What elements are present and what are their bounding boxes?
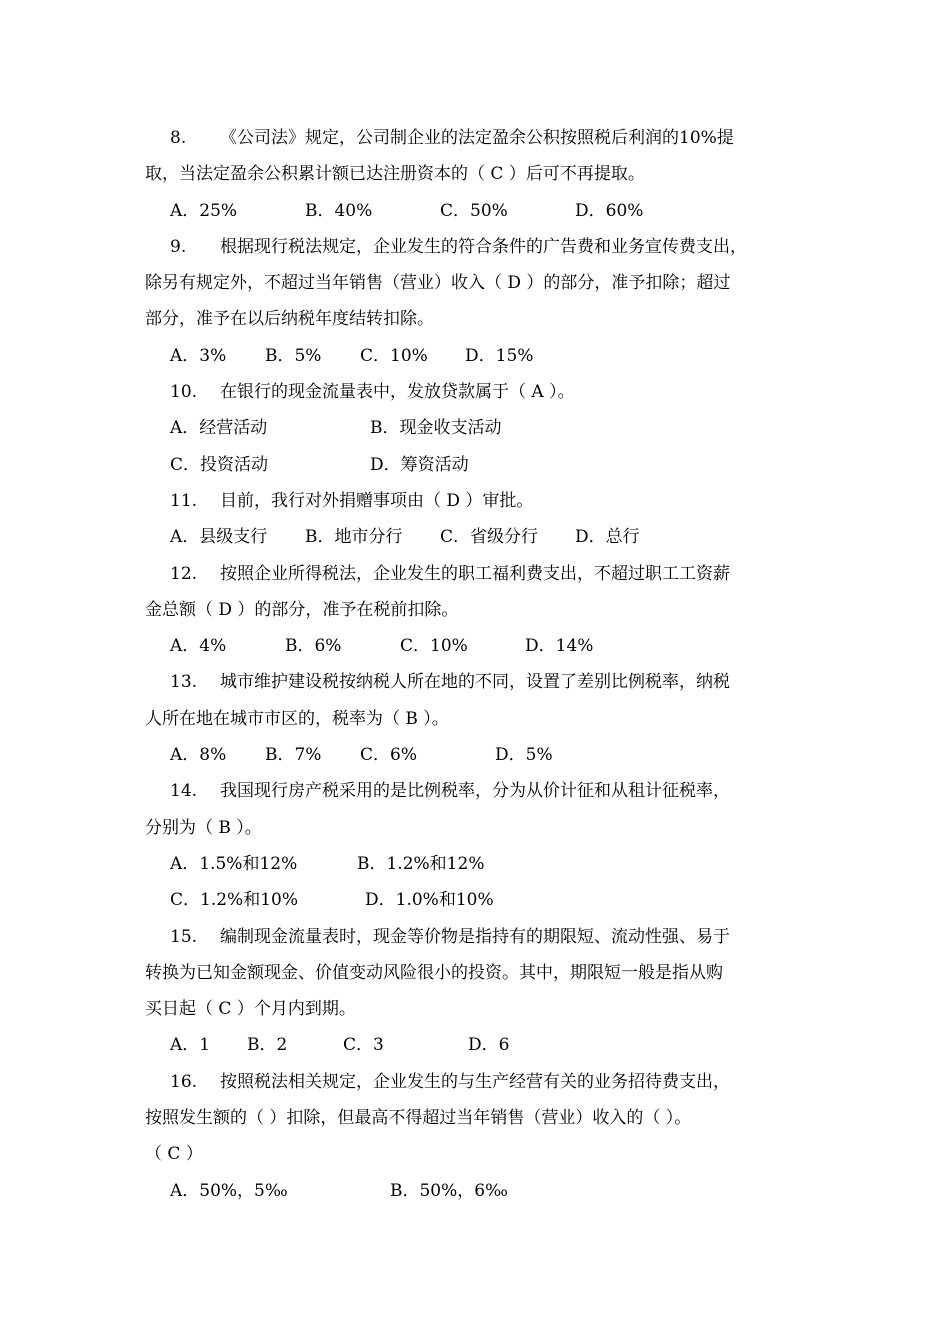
answer-option: B．40% bbox=[305, 200, 373, 221]
answer-option: A．3% bbox=[170, 345, 227, 366]
answer-option: C．1.2%和10% bbox=[170, 890, 298, 911]
question-text: 分别为（ B ）。 bbox=[145, 817, 262, 838]
answer-option: D．筹资活动 bbox=[370, 454, 469, 475]
answer-option: C．3 bbox=[343, 1035, 384, 1056]
question-stem-line bbox=[145, 955, 825, 991]
question-stem-line bbox=[145, 592, 825, 628]
answer-option: A．8% bbox=[170, 745, 227, 766]
answer-options-row bbox=[145, 846, 825, 882]
answer-option: B．地市分行 bbox=[305, 527, 403, 548]
question-number: 14. bbox=[170, 781, 198, 802]
answer-option: C．投资活动 bbox=[170, 454, 269, 475]
answer-option: D．15% bbox=[465, 345, 534, 366]
question-text: 按照税法相关规定，企业发生的与生产经营有关的业务招待费支出， bbox=[220, 1071, 730, 1092]
question-text: 按照发生额的（ ）扣除，但最高不得超过当年销售（营业）收入的（ ）。 bbox=[145, 1108, 692, 1129]
question-stem-line bbox=[145, 265, 825, 301]
question-number: 11. bbox=[170, 490, 198, 511]
question-text: 部分，准予在以后纳税年度结转扣除。 bbox=[145, 309, 434, 330]
question-stem-line bbox=[145, 991, 825, 1027]
question-text: 金总额（ D ）的部分，准予在税前扣除。 bbox=[145, 599, 459, 620]
question-text: 在银行的现金流量表中，发放贷款属于（ A ）。 bbox=[220, 382, 575, 403]
answer-option: D．60% bbox=[575, 200, 644, 221]
answer-option: B．1.2%和12% bbox=[357, 853, 485, 874]
question-stem-line bbox=[145, 701, 825, 737]
question-text: 城市维护建设税按纳税人所在地的不同，设置了差别比例税率，纳税 bbox=[220, 672, 730, 693]
answer-options-row bbox=[145, 410, 825, 446]
question-stem-line bbox=[145, 1136, 825, 1172]
question-number: 9. bbox=[170, 236, 187, 257]
answer-option: D．14% bbox=[525, 636, 594, 657]
question-stem-line bbox=[145, 1100, 825, 1136]
question-stem-line bbox=[145, 301, 825, 337]
question-stem-first-line bbox=[145, 1064, 825, 1100]
answer-option: A．1.5%和12% bbox=[170, 853, 298, 874]
question-text: 买日起（ C ）个月内到期。 bbox=[145, 999, 356, 1020]
question-text: 《公司法》规定，公司制企业的法定盈余公积按照税后利润的10%提 bbox=[220, 128, 734, 148]
answer-options-row bbox=[145, 519, 825, 555]
answer-option: B．5% bbox=[265, 345, 322, 366]
question-text: 除另有规定外，不超过当年销售（营业）收入（ D ）的部分，准予扣除；超过 bbox=[145, 273, 731, 294]
answer-option: A．50%，5‰ bbox=[170, 1180, 288, 1201]
answer-option: A．25% bbox=[170, 200, 238, 221]
answer-option: C．6% bbox=[360, 745, 417, 766]
question-stem-first-line bbox=[145, 229, 825, 265]
answer-option: D．总行 bbox=[575, 527, 640, 548]
answer-option: C．10% bbox=[360, 345, 428, 366]
answer-option: B．2 bbox=[247, 1035, 288, 1056]
question-stem-first-line bbox=[145, 773, 825, 809]
question-text: 我国现行房产税采用的是比例税率，分为从价计征和从租计征税率， bbox=[220, 781, 730, 802]
question-text: 根据现行税法规定，企业发生的符合条件的广告费和业务宣传费支出， bbox=[220, 236, 747, 257]
answer-options-row bbox=[145, 1173, 825, 1209]
question-text: 目前，我行对外捐赠事项由（ D ）审批。 bbox=[220, 490, 534, 511]
question-number: 12. bbox=[170, 563, 198, 584]
answer-options-row bbox=[145, 1027, 825, 1063]
question-stem-first-line bbox=[145, 919, 825, 955]
answer-options-row bbox=[145, 193, 825, 229]
answer-option: C．10% bbox=[400, 636, 468, 657]
answer-option: A．1 bbox=[170, 1035, 211, 1056]
question-number: 13. bbox=[170, 672, 198, 693]
answer-options-row bbox=[145, 628, 825, 664]
question-stem-first-line bbox=[145, 120, 825, 156]
answer-options-row bbox=[145, 737, 825, 773]
answer-options-row bbox=[145, 338, 825, 374]
answer-option: B．6% bbox=[285, 636, 342, 657]
question-text: 人所在地在城市市区的，税率为（ B ）。 bbox=[145, 708, 449, 729]
answer-option: A．4% bbox=[170, 636, 227, 657]
question-text: 取，当法定盈余公积累计额已达注册资本的（ C ）后可不再提取。 bbox=[145, 164, 645, 185]
answer-option: B．现金收支活动 bbox=[370, 418, 502, 439]
answer-option: B．7% bbox=[265, 745, 322, 766]
question-text: 按照企业所得税法，企业发生的职工福利费支出，不超过职工工资薪 bbox=[220, 563, 730, 584]
answer-option: C．50% bbox=[440, 200, 508, 221]
question-stem-first-line bbox=[145, 374, 825, 410]
answer-options-row bbox=[145, 447, 825, 483]
answer-option: A．县级支行 bbox=[170, 527, 268, 548]
question-number: 15. bbox=[170, 926, 198, 947]
answer-option: D．5% bbox=[495, 745, 553, 766]
question-stem-first-line bbox=[145, 483, 825, 519]
question-text: 编制现金流量表时，现金等价物是指持有的期限短、流动性强、易于 bbox=[220, 926, 730, 947]
answer-option: D．6 bbox=[468, 1035, 510, 1056]
question-stem-first-line bbox=[145, 556, 825, 592]
answer-options-row bbox=[145, 882, 825, 918]
answer-option: A．经营活动 bbox=[170, 418, 268, 439]
answer-option: D．1.0%和10% bbox=[365, 890, 494, 911]
answer-option: C．省级分行 bbox=[440, 527, 539, 548]
question-number: 10. bbox=[170, 382, 198, 403]
question-text: 转换为已知金额现金、价值变动风险很小的投资。其中，期限短一般是指从购 bbox=[145, 962, 723, 983]
answer-option: B．50%，6‰ bbox=[390, 1180, 508, 1201]
question-list bbox=[145, 120, 825, 1209]
question-number: 16. bbox=[170, 1071, 198, 1092]
question-stem-first-line bbox=[145, 664, 825, 700]
question-text: （ C ） bbox=[145, 1144, 203, 1165]
question-stem-line bbox=[145, 810, 825, 846]
question-number: 8. bbox=[170, 128, 187, 148]
question-stem-line bbox=[145, 156, 825, 192]
